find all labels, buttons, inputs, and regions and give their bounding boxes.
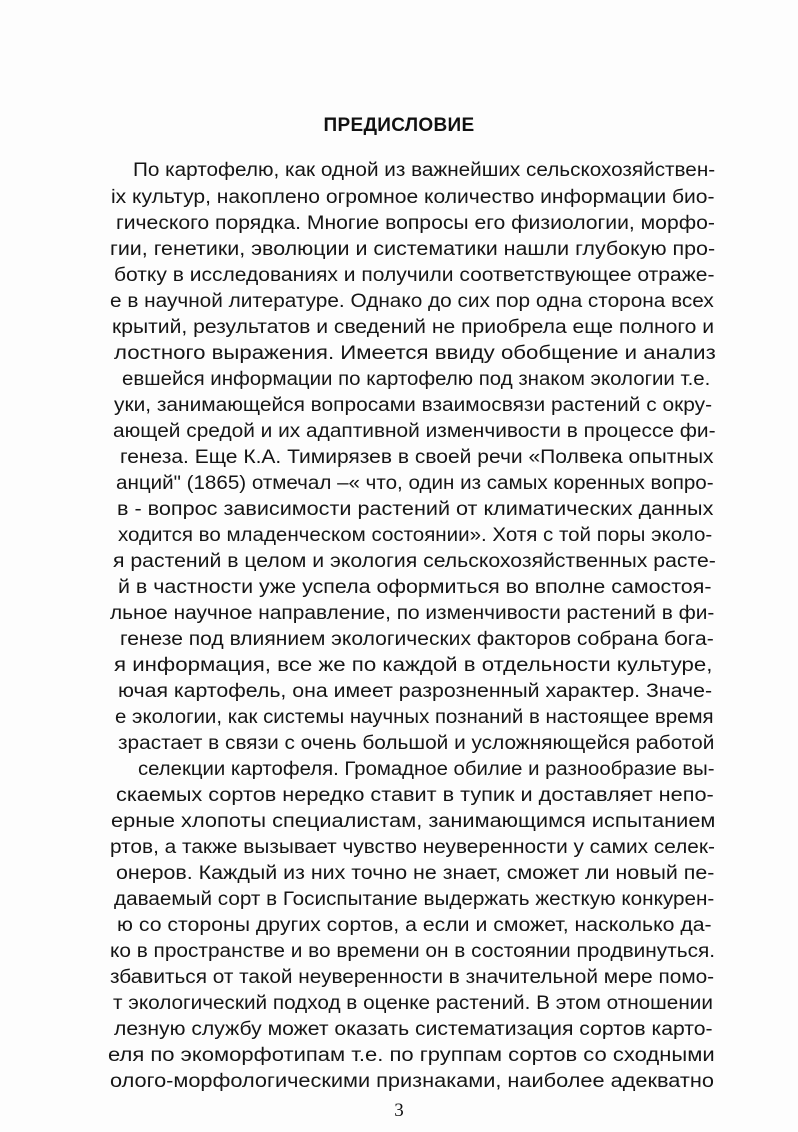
text-line: лезную службу может оказать систематизация сортов карто-	[114, 1019, 713, 1040]
text-line: гического порядка. Многие вопросы его физиологии, морфо-	[116, 213, 715, 234]
text-line: е экологии, как системы научных познаний в настоящее время	[115, 707, 714, 728]
text-line: ючая картофель, она имеет разрозненный характер. Значе-	[118, 681, 713, 702]
text-line: е в научной литературе. Однако до сих пор одна сторона всех	[110, 291, 714, 312]
text-line: збавиться от такой неуверенности в значительной мере помо-	[110, 967, 715, 988]
text-line: ботку в исследованиях и получили соответствующее отраже-	[114, 265, 715, 286]
text-line: й в частности уже успела оформиться во вполне самостоя-	[118, 577, 712, 598]
text-line: ерные хлопоты специалистам, занимающимся испытанием	[111, 811, 716, 832]
text-line: скаемых сортов нередко ставит в тупик и доставляет непо-	[116, 785, 714, 806]
text-line: ко в пространстве и во времени он в состоянии продвинуться.	[110, 941, 716, 962]
text-line: я растений в целом и экология сельскохозяйственных расте-	[113, 551, 716, 572]
text-line: ртов, а также вызывает чувство неуверенности у самих селек-	[110, 837, 715, 858]
text-line: ающей средой и их адаптивной изменчивости в процессе фи-	[113, 421, 716, 442]
text-line: гии, генетики, эволюции и систематики нашли глубокую про-	[110, 239, 716, 260]
text-line: іх культур, накоплено огромное количество информации био-	[111, 187, 715, 208]
text-line: льное научное направление, по изменчивости растений в фи-	[110, 603, 715, 624]
text-line: т экологический подход в оценке растений. В этом отношении	[113, 993, 713, 1014]
text-line: ходится во младенческом состоянии». Хотя с той поры эколо-	[118, 525, 713, 546]
text-line: уки, занимающейся вопросами взаимосвязи растений с окру-	[114, 395, 713, 416]
text-line: еля по экоморфотипам т.е. по группам сортов со сходными	[108, 1045, 715, 1066]
text-line: лостного выражения. Имеется ввиду обобщение и анализ	[114, 343, 716, 364]
text-line: По картофелю, как одной из важнейших сельскохозяйствен-	[133, 160, 716, 181]
page-number: 3	[394, 1100, 404, 1121]
text-line: я информация, все же по каждой в отдельности культуре,	[114, 655, 713, 676]
text-line: ю со стороны других сортов, а если и сможет, насколько да-	[117, 915, 712, 936]
text-line: генезе под влиянием экологических факторов собрана бога-	[120, 629, 714, 650]
text-line: олого-морфологическими признаками, наиболее адекватно	[110, 1071, 714, 1092]
text-line: анций" (1865) отмечал –« что, один из самых коренных вопро-	[116, 473, 714, 494]
text-line: генеза. Еще К.А. Тимирязев в своей речи «Полвека опытных	[120, 447, 714, 468]
text-line: евшейся информации по картофелю под знаком экологии т.е.	[122, 369, 711, 390]
text-line: онеров. Каждый из них точно не знает, сможет ли новый пе-	[116, 863, 715, 884]
text-line: селекции картофеля. Громадное обилие и разнообразие вы-	[138, 759, 715, 780]
text-line: зрастает в связи с очень большой и усложняющейся работой	[118, 733, 715, 754]
text-line: в - вопрос зависимости растений от климатических данных	[117, 499, 714, 520]
page-title: ПРЕДИСЛОВИЕ	[323, 115, 475, 136]
text-line: крытий, результатов и сведений не приобрела еще полного и	[112, 317, 715, 338]
text-line: даваемый сорт в Госиспытание выдержать жесткую конкурен-	[114, 889, 715, 910]
